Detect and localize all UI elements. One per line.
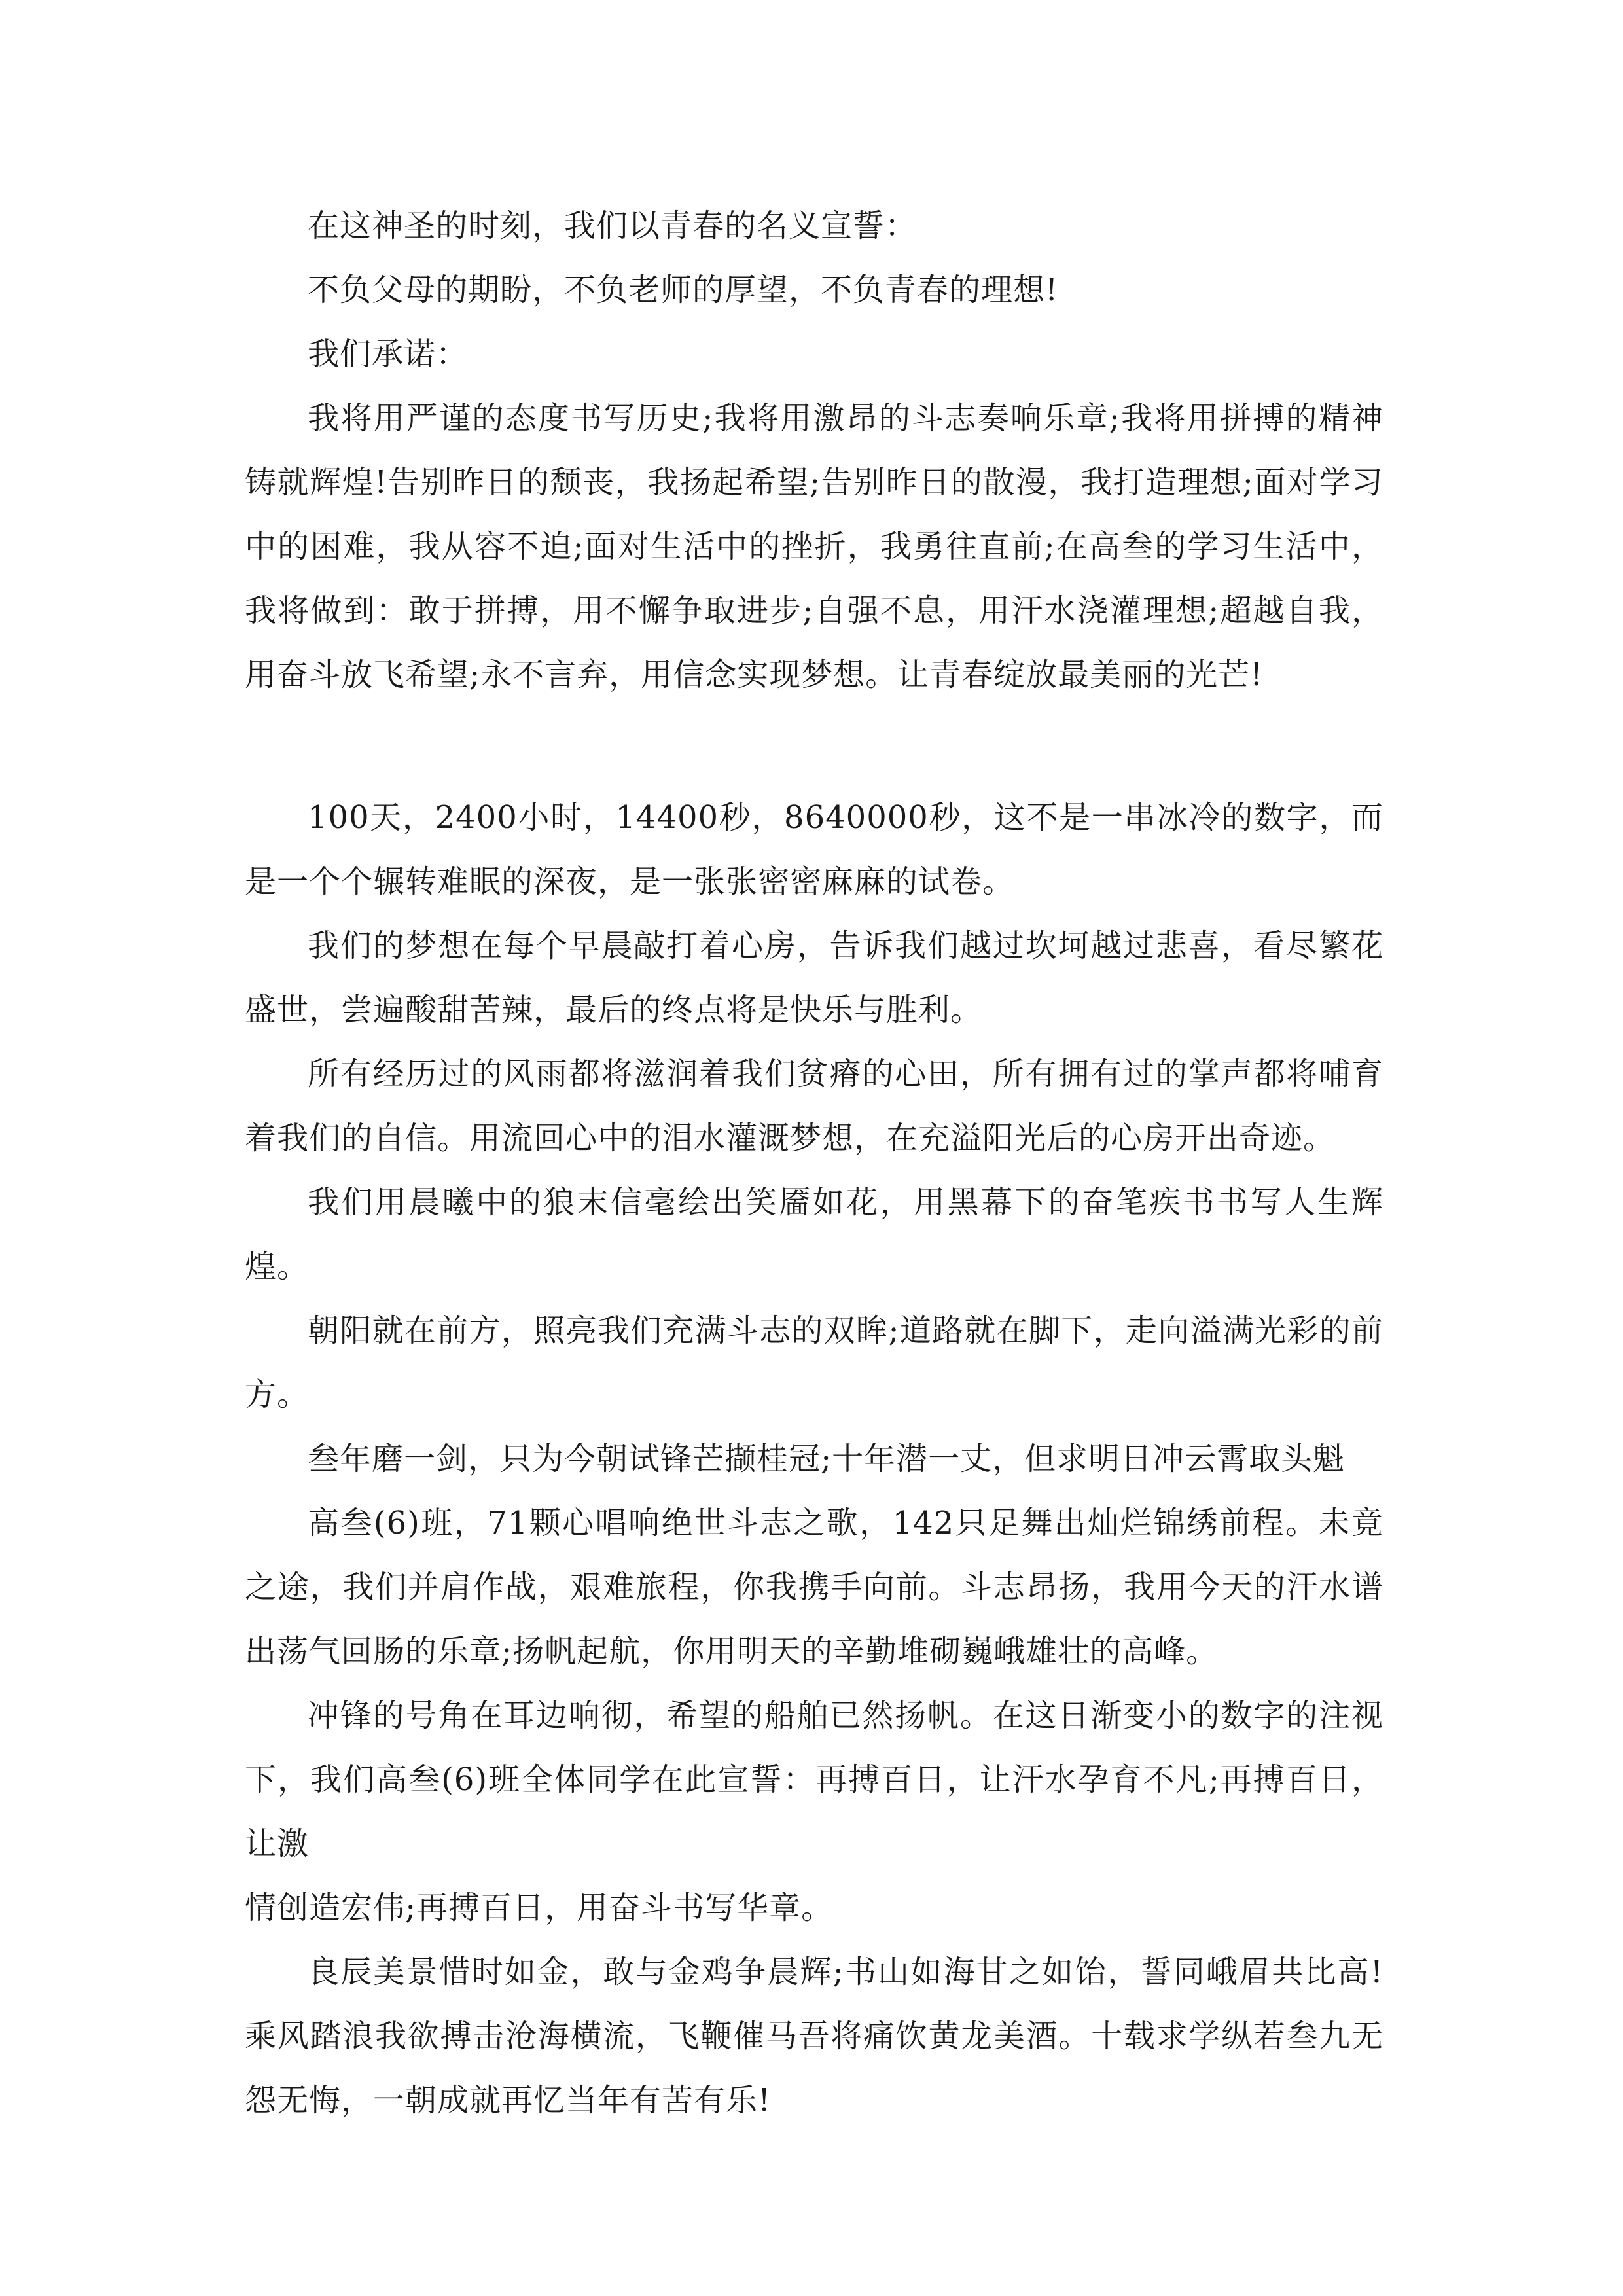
paragraph: 我们承诺： (308, 336, 469, 372)
paragraph: 朝阳就在前方，照亮我们充满斗志的双眸;道路就在脚下，走向溢满光彩的前方。 (245, 1312, 1383, 1413)
paragraph: 良辰美景惜时如金，敢与金鸡争晨辉;书山如海甘之如饴，誓同峨眉共比高!乘风踏浪我欲搏击沧海横流，飞鞭催马吾将痛饮黄龙美酒。十载求学纵若叁九无怨无悔，一朝成就再忆当年有苦有乐! (245, 1954, 1383, 2119)
paragraph: 在这神圣的时刻，我们以青春的名义宣誓： (308, 207, 918, 244)
paragraph: 我们的梦想在每个早晨敲打着心房，告诉我们越过坎坷越过悲喜，看尽繁花盛世，尝遍酸甜苦辣，最后的终点将是快乐与胜利。 (245, 927, 1383, 1028)
paragraph: 100天，2400小时，14400秒，8640000秒，这不是一串冰冷的数字，而是一个个辗转难眠的深夜，是一张张密密麻麻的试卷。 (245, 799, 1383, 900)
paragraph-continuation: 情创造宏伟;再搏百日，用奋斗书写华章。 (245, 1890, 834, 1926)
paragraph: 所有经历过的风雨都将滋润着我们贫瘠的心田，所有拥有过的掌声都将哺育着我们的自信。用流回心中的泪水灌溉梦想，在充溢阳光后的心房开出奇迹。 (245, 1056, 1383, 1157)
paragraph: 不负父母的期盼，不负老师的厚望，不负青春的理想! (308, 272, 1059, 308)
paragraph: 我们用晨曦中的狼末信毫绘出笑靥如花，用黑幕下的奋笔疾书书写人生辉煌。 (245, 1184, 1383, 1285)
paragraph: 我将用严谨的态度书写历史;我将用激昂的斗志奏响乐章;我将用拼搏的精神铸就辉煌!告别昨日的颓丧，我扬起希望;告别昨日的散漫，我打造理想;面对学习中的困难，我从容不迫;面对生活中的挫折，我勇往直前;在高叁的学习生活中，我将做到：敢于拼搏，用不懈争取进步;自强不息，用汗水浇灌理想;超越自我，用奋斗放飞希望;永不言弃，用信念实现梦想。让青春绽放最美丽的光芒! (245, 400, 1383, 693)
section-spacer (245, 707, 1383, 785)
paragraph: 高叁(6)班，71颗心唱响绝世斗志之歌，142只足舞出灿烂锦绣前程。未竟之途，我们并肩作战，艰难旅程，你我携手向前。斗志昂扬，我用今天的汗水谱出荡气回肠的乐章;扬帆起航，你用明天的辛勤堆砌巍峨雄壮的高峰。 (245, 1505, 1383, 1670)
document-body (245, 194, 1383, 2132)
paragraph: 冲锋的号角在耳边响彻，希望的船舶已然扬帆。在这日渐变小的数字的注视下，我们高叁(6)班全体同学在此宣誓：再搏百日，让汗水孕育不凡;再搏百日，让激 (245, 1697, 1383, 1862)
paragraph: 叁年磨一剑，只为今朝试锋芒撷桂冠;十年潜一丈，但求明日冲云霄取头魁 (308, 1441, 1346, 1477)
